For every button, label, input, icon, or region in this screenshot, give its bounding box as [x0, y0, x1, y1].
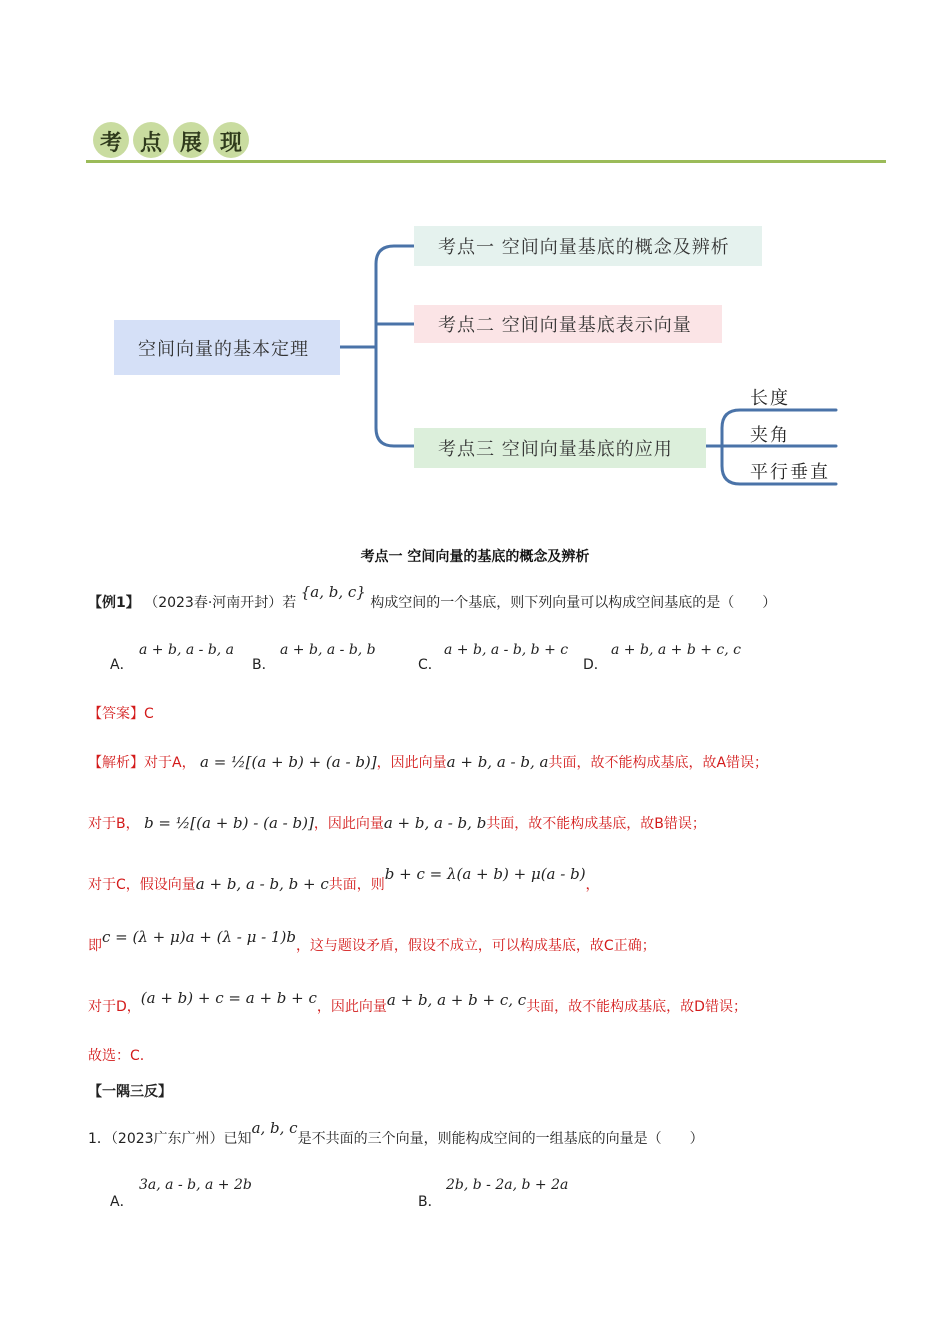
mindmap-branch-2: 考点二 空间向量基底表示向量 — [414, 305, 722, 343]
analysis-tag: 【解析】 — [88, 755, 144, 771]
analysis-line-4 — [88, 928, 656, 955]
header-char: 现 — [219, 131, 242, 156]
analysis-text: ，这与题设矛盾，假设不成立，可以构成基底，故C正确； — [295, 938, 656, 954]
practice-question — [88, 1119, 704, 1148]
analysis-math: b = ½[(a + b) - (a - b)] — [144, 814, 314, 832]
section-title: 考点一 空间向量的基底的概念及辨析 — [360, 549, 590, 565]
analysis-text: 对于C，假设向量 — [88, 877, 196, 893]
practice-option-expr: 3a, a - b, a + 2b — [139, 1177, 252, 1193]
mindmap-leaf-length: 长度 — [750, 388, 790, 409]
option-label: A． — [110, 657, 134, 673]
analysis-math: a + b, a - b, a — [446, 753, 549, 771]
option-expr: a + b, a - b, b — [280, 642, 376, 658]
practice-vars: a, b, c — [251, 1119, 298, 1137]
analysis-math: (a + b) + c = a + b + c — [140, 989, 317, 1007]
analysis-line-2 — [88, 813, 706, 833]
analysis-text: ，因此向量 — [376, 755, 447, 771]
mindmap-root: 空间向量的基本定理 — [114, 320, 340, 375]
analysis-text: 共面，故不能构成基底，故D错误； — [526, 999, 747, 1015]
analysis-line-1 — [88, 752, 768, 772]
option-label: D． — [583, 657, 608, 673]
example-source: （2023春·河南开封）若 — [144, 595, 297, 611]
practice-tag: 【一隅三反】 — [88, 1084, 172, 1100]
practice-source: （2023广东广州）已知 — [110, 1131, 252, 1147]
option-label: B． — [252, 657, 276, 673]
analysis-math: c = (λ + μ)a + (λ - μ - 1)b — [102, 928, 296, 946]
header-char: 考 — [99, 131, 122, 156]
analysis-text: 对于D， — [88, 999, 141, 1015]
analysis-math: a + b, a - b, b — [383, 814, 487, 832]
mindmap-leaf-parallel: 平行垂直 — [750, 462, 830, 483]
practice-option-label: A． — [110, 1194, 134, 1210]
answer-line — [88, 703, 154, 723]
example-tag: 【例1】 — [88, 595, 140, 611]
analysis-text: ，因此向量 — [313, 816, 384, 832]
analysis-math: b + c = λ(a + b) + μ(a - b) — [384, 865, 586, 883]
analysis-text: 对于A， — [144, 755, 196, 771]
analysis-math: a + b, a + b + c, c — [386, 991, 527, 1009]
analysis-math: a = ½[(a + b) + (a - b)] — [200, 753, 377, 771]
mindmap-branch-3: 考点三 空间向量基底的应用 — [414, 428, 706, 468]
analysis-text: ，因此向量 — [316, 999, 387, 1015]
header-char: 点 — [139, 131, 162, 156]
analysis-math: a + b, a - b, b + c — [195, 875, 329, 893]
analysis-line-3 — [88, 865, 600, 894]
option-expr: a + b, a - b, a — [139, 642, 235, 658]
mindmap-leaf-angle: 夹角 — [750, 425, 790, 446]
analysis-text: 共面，则 — [328, 877, 385, 893]
practice-option-expr: 2b, b - 2a, b + 2a — [446, 1177, 569, 1193]
header-char: 展 — [179, 131, 202, 156]
practice-num: 1． — [88, 1131, 111, 1147]
analysis-text: 共面，故不能构成基底，故B错误； — [486, 816, 706, 832]
option-expr: a + b, a + b + c, c — [611, 642, 741, 658]
answer-value: C — [144, 706, 154, 722]
option-expr: a + b, a - b, b + c — [444, 642, 569, 658]
example-question — [88, 583, 777, 612]
example-question-text: 构成空间的一个基底，则下列向量可以构成空间基底的是（ ） — [370, 595, 777, 611]
analysis-text: 即 — [88, 938, 102, 954]
practice-option-label: B． — [418, 1194, 442, 1210]
answer-tag: 【答案】 — [88, 706, 144, 722]
analysis-text: 对于B， — [88, 816, 140, 832]
analysis-line-5 — [88, 989, 747, 1016]
example-set: {a, b, c} — [300, 583, 366, 601]
analysis-text: ， — [585, 877, 600, 893]
analysis-text: 共面，故不能构成基底，故A错误； — [548, 755, 769, 771]
mindmap-branch-1: 考点一 空间向量基底的概念及辨析 — [414, 226, 762, 266]
option-label: C． — [418, 657, 442, 673]
practice-question-text: 是不共面的三个向量，则能构成空间的一组基底的向量是（ ） — [297, 1131, 704, 1147]
analysis-line-6: 故选：C. — [88, 1048, 145, 1064]
